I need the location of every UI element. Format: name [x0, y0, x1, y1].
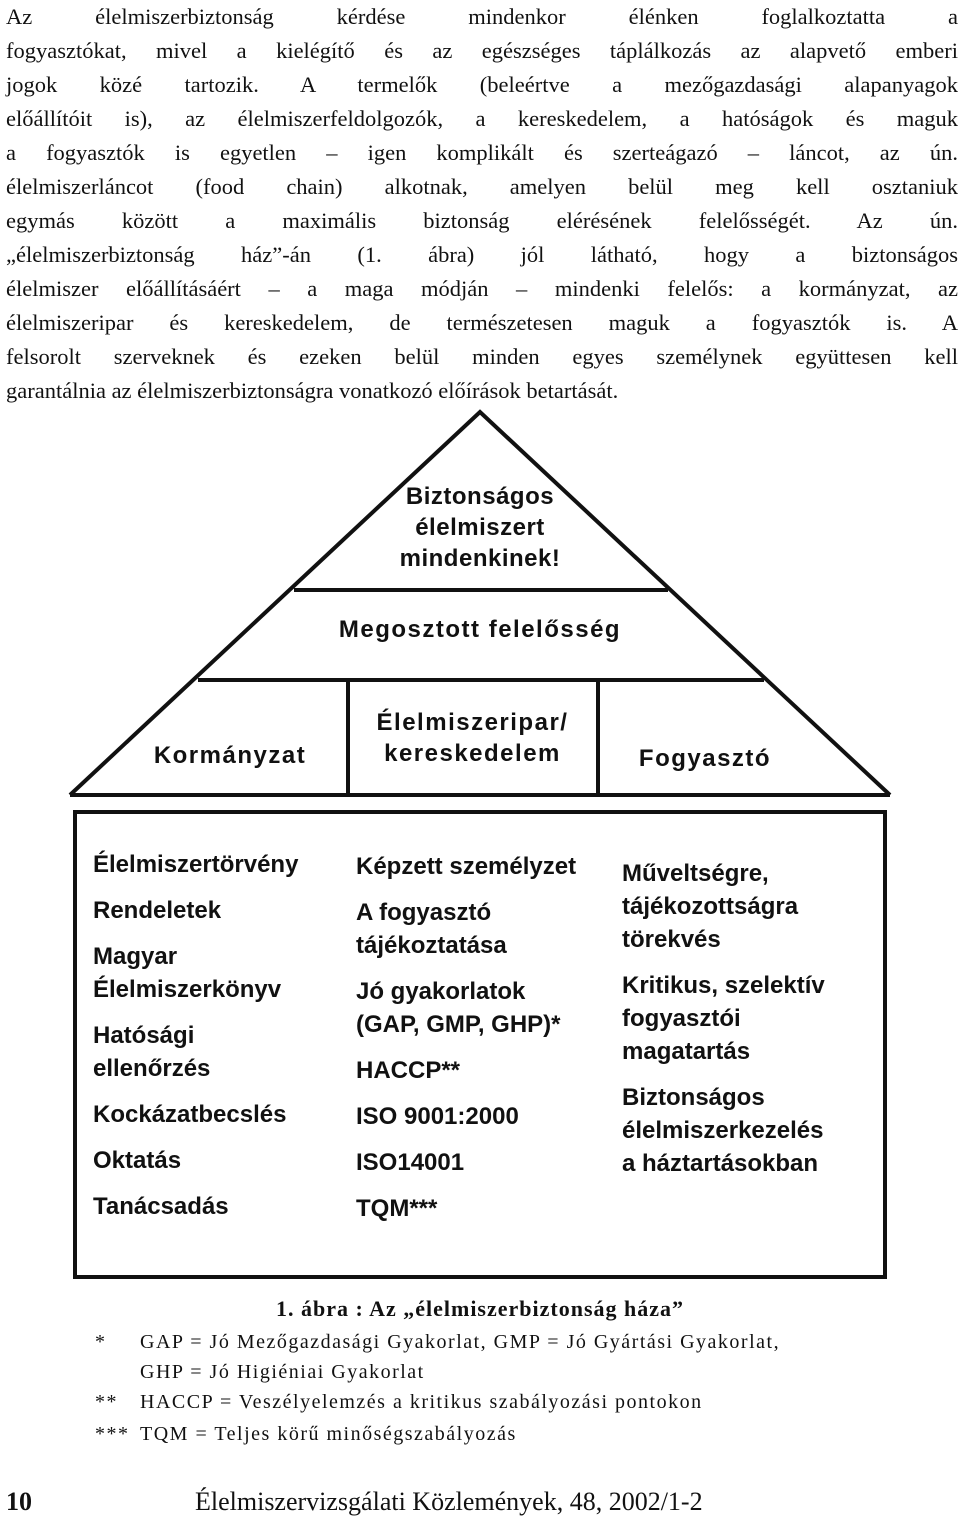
roof-slogan-line: Biztonságos	[405, 483, 555, 510]
footnote-line: GHP = Jó Higiéniai Gyakorlat	[140, 1361, 425, 1383]
roof-slogan-line: élelmiszert	[415, 514, 545, 541]
column-item-line: élelmiszerkezelés	[622, 1117, 824, 1144]
footnote-gap	[95, 1328, 960, 1388]
column-item	[356, 1192, 606, 1225]
column-item	[93, 940, 343, 1006]
roof-slogan-line: mindenkinek!	[399, 545, 561, 572]
column-item-line: ISO 9001:2000	[356, 1103, 519, 1130]
column-item	[622, 969, 872, 1068]
column-item-line: Biztonságos	[622, 1084, 765, 1111]
paragraph-line: élelmiszerláncot (food chain) alkotnak, amelyen belül meg kell osztaniuk	[6, 174, 958, 199]
column-item-line: a háztartásokban	[622, 1150, 819, 1177]
pillar-label-industry	[350, 707, 595, 769]
pillar-label-government: Kormányzat	[153, 742, 307, 769]
column-item-line: Magyar	[93, 943, 178, 970]
page-number: 10	[6, 1487, 32, 1516]
journal-citation: Élelmiszervizsgálati Közlemények, 48, 2002/1-2	[195, 1487, 703, 1516]
footnote-tqm	[95, 1420, 960, 1450]
column-item-line: Rendeletek	[93, 897, 222, 924]
column-item-line: Képzett személyzet	[356, 853, 577, 880]
column-item-line: (GAP, GMP, GHP)*	[356, 1011, 561, 1038]
paragraph-line: fogyasztókat, mivel a kielégítő és az egészséges táplálkozás az alapvető emberi	[6, 38, 958, 63]
paragraph-line: jogok közé tartozik. A termelők (beleértve a mezőgazdasági alapanyagok	[6, 72, 958, 97]
column-item-line: tájékoztatása	[356, 932, 507, 959]
column-item	[93, 1098, 343, 1131]
paragraph-line: garantálnia az élelmiszerbiztonságra vonatkozó előírások betartását.	[6, 378, 619, 403]
column-item-line: Jó gyakorlatok	[356, 978, 526, 1005]
column-item-line: TQM***	[356, 1195, 438, 1222]
pillar-label-industry-line: Élelmiszeripar/	[376, 709, 569, 736]
footnote-haccp	[95, 1388, 960, 1418]
column-item-line: Tanácsadás	[93, 1193, 229, 1220]
column-item	[356, 896, 606, 962]
paragraph-line: felsorolt szerveknek és ezeken belül minden egyes személynek együttesen kell	[6, 344, 958, 369]
column-item	[356, 1146, 606, 1179]
column-item	[93, 848, 343, 881]
pillar-label-industry-line: kereskedelem	[384, 740, 561, 767]
industry-column	[356, 850, 606, 1238]
column-item	[356, 1100, 606, 1133]
column-item-line: ISO14001	[356, 1149, 465, 1176]
footnote-text	[140, 1328, 960, 1386]
column-item-line: Kockázatbecslés	[93, 1101, 287, 1128]
column-item-line: magatartás	[622, 1038, 751, 1065]
consumer-column	[622, 857, 872, 1193]
footnote-line: HACCP = Veszélyelemzés a kritikus szabályozási pontokon	[140, 1391, 703, 1413]
column-item	[93, 1190, 343, 1223]
column-item-line: Oktatás	[93, 1147, 182, 1174]
paragraph-line: élelmiszer előállításáért – a maga módján – mindenki felelős: a kormányzat, az	[6, 276, 958, 301]
column-item	[93, 1019, 343, 1085]
pillar-label-consumer: Fogyasztó	[638, 745, 772, 772]
column-item-line: HACCP**	[356, 1057, 461, 1084]
footnote-mark: ***	[95, 1423, 130, 1445]
paragraph-line: Az élelmiszerbiztonság kérdése mindenkor élénken foglalkoztatta a	[6, 4, 958, 29]
footnote-mark: *	[95, 1331, 107, 1353]
column-item-line: Kritikus, szelektív	[622, 972, 825, 999]
column-item-line: ellenőrzés	[93, 1055, 211, 1082]
footnote-line: TQM = Teljes körű minőségszabályozás	[140, 1423, 517, 1445]
footnote-line: GAP = Jó Mezőgazdasági Gyakorlat, GMP = Jó Gyártási Gyakorlat,	[140, 1331, 781, 1353]
column-item	[622, 1081, 872, 1180]
column-item	[356, 1054, 606, 1087]
column-item-line: Hatósági	[93, 1022, 195, 1049]
paragraph-line: a fogyasztók is egyetlen – igen komplikált és szerteágazó – láncot, az ún.	[6, 140, 958, 165]
column-item	[93, 1144, 343, 1177]
column-item-line: fogyasztói	[622, 1005, 741, 1032]
footnote-mark: **	[95, 1391, 118, 1413]
paragraph-line: egymás között a maximális biztonság elérésének felelősségét. Az ún.	[6, 208, 958, 233]
column-item-line: A fogyasztó	[356, 899, 492, 926]
paragraph-line: „élelmiszerbiztonság ház”-án (1. ábra) jól látható, hogy a biztonságos	[6, 242, 958, 267]
paragraph-line: előállítóit is), az élelmiszerfeldolgozók, a kereskedelem, a hatóságok és maguk	[6, 106, 958, 131]
roof-slogan	[330, 481, 630, 574]
column-item-line: tájékozottságra	[622, 893, 799, 920]
column-item	[356, 975, 606, 1041]
government-column	[93, 848, 343, 1236]
column-item-line: törekvés	[622, 926, 721, 953]
shared-responsibility-label: Megosztott felelősség	[338, 616, 622, 643]
column-item	[622, 857, 872, 956]
column-item	[93, 894, 343, 927]
figure-caption: 1. ábra : Az „élelmiszerbiztonság háza”	[275, 1296, 685, 1321]
column-item-line: Műveltségre,	[622, 860, 769, 887]
column-item-line: Élelmiszertörvény	[93, 851, 299, 878]
paragraph-line: élelmiszeripar és kereskedelem, de természetesen maguk a fogyasztók is. A	[6, 310, 958, 335]
column-item	[356, 850, 606, 883]
column-item-line: Élelmiszerkönyv	[93, 976, 282, 1003]
